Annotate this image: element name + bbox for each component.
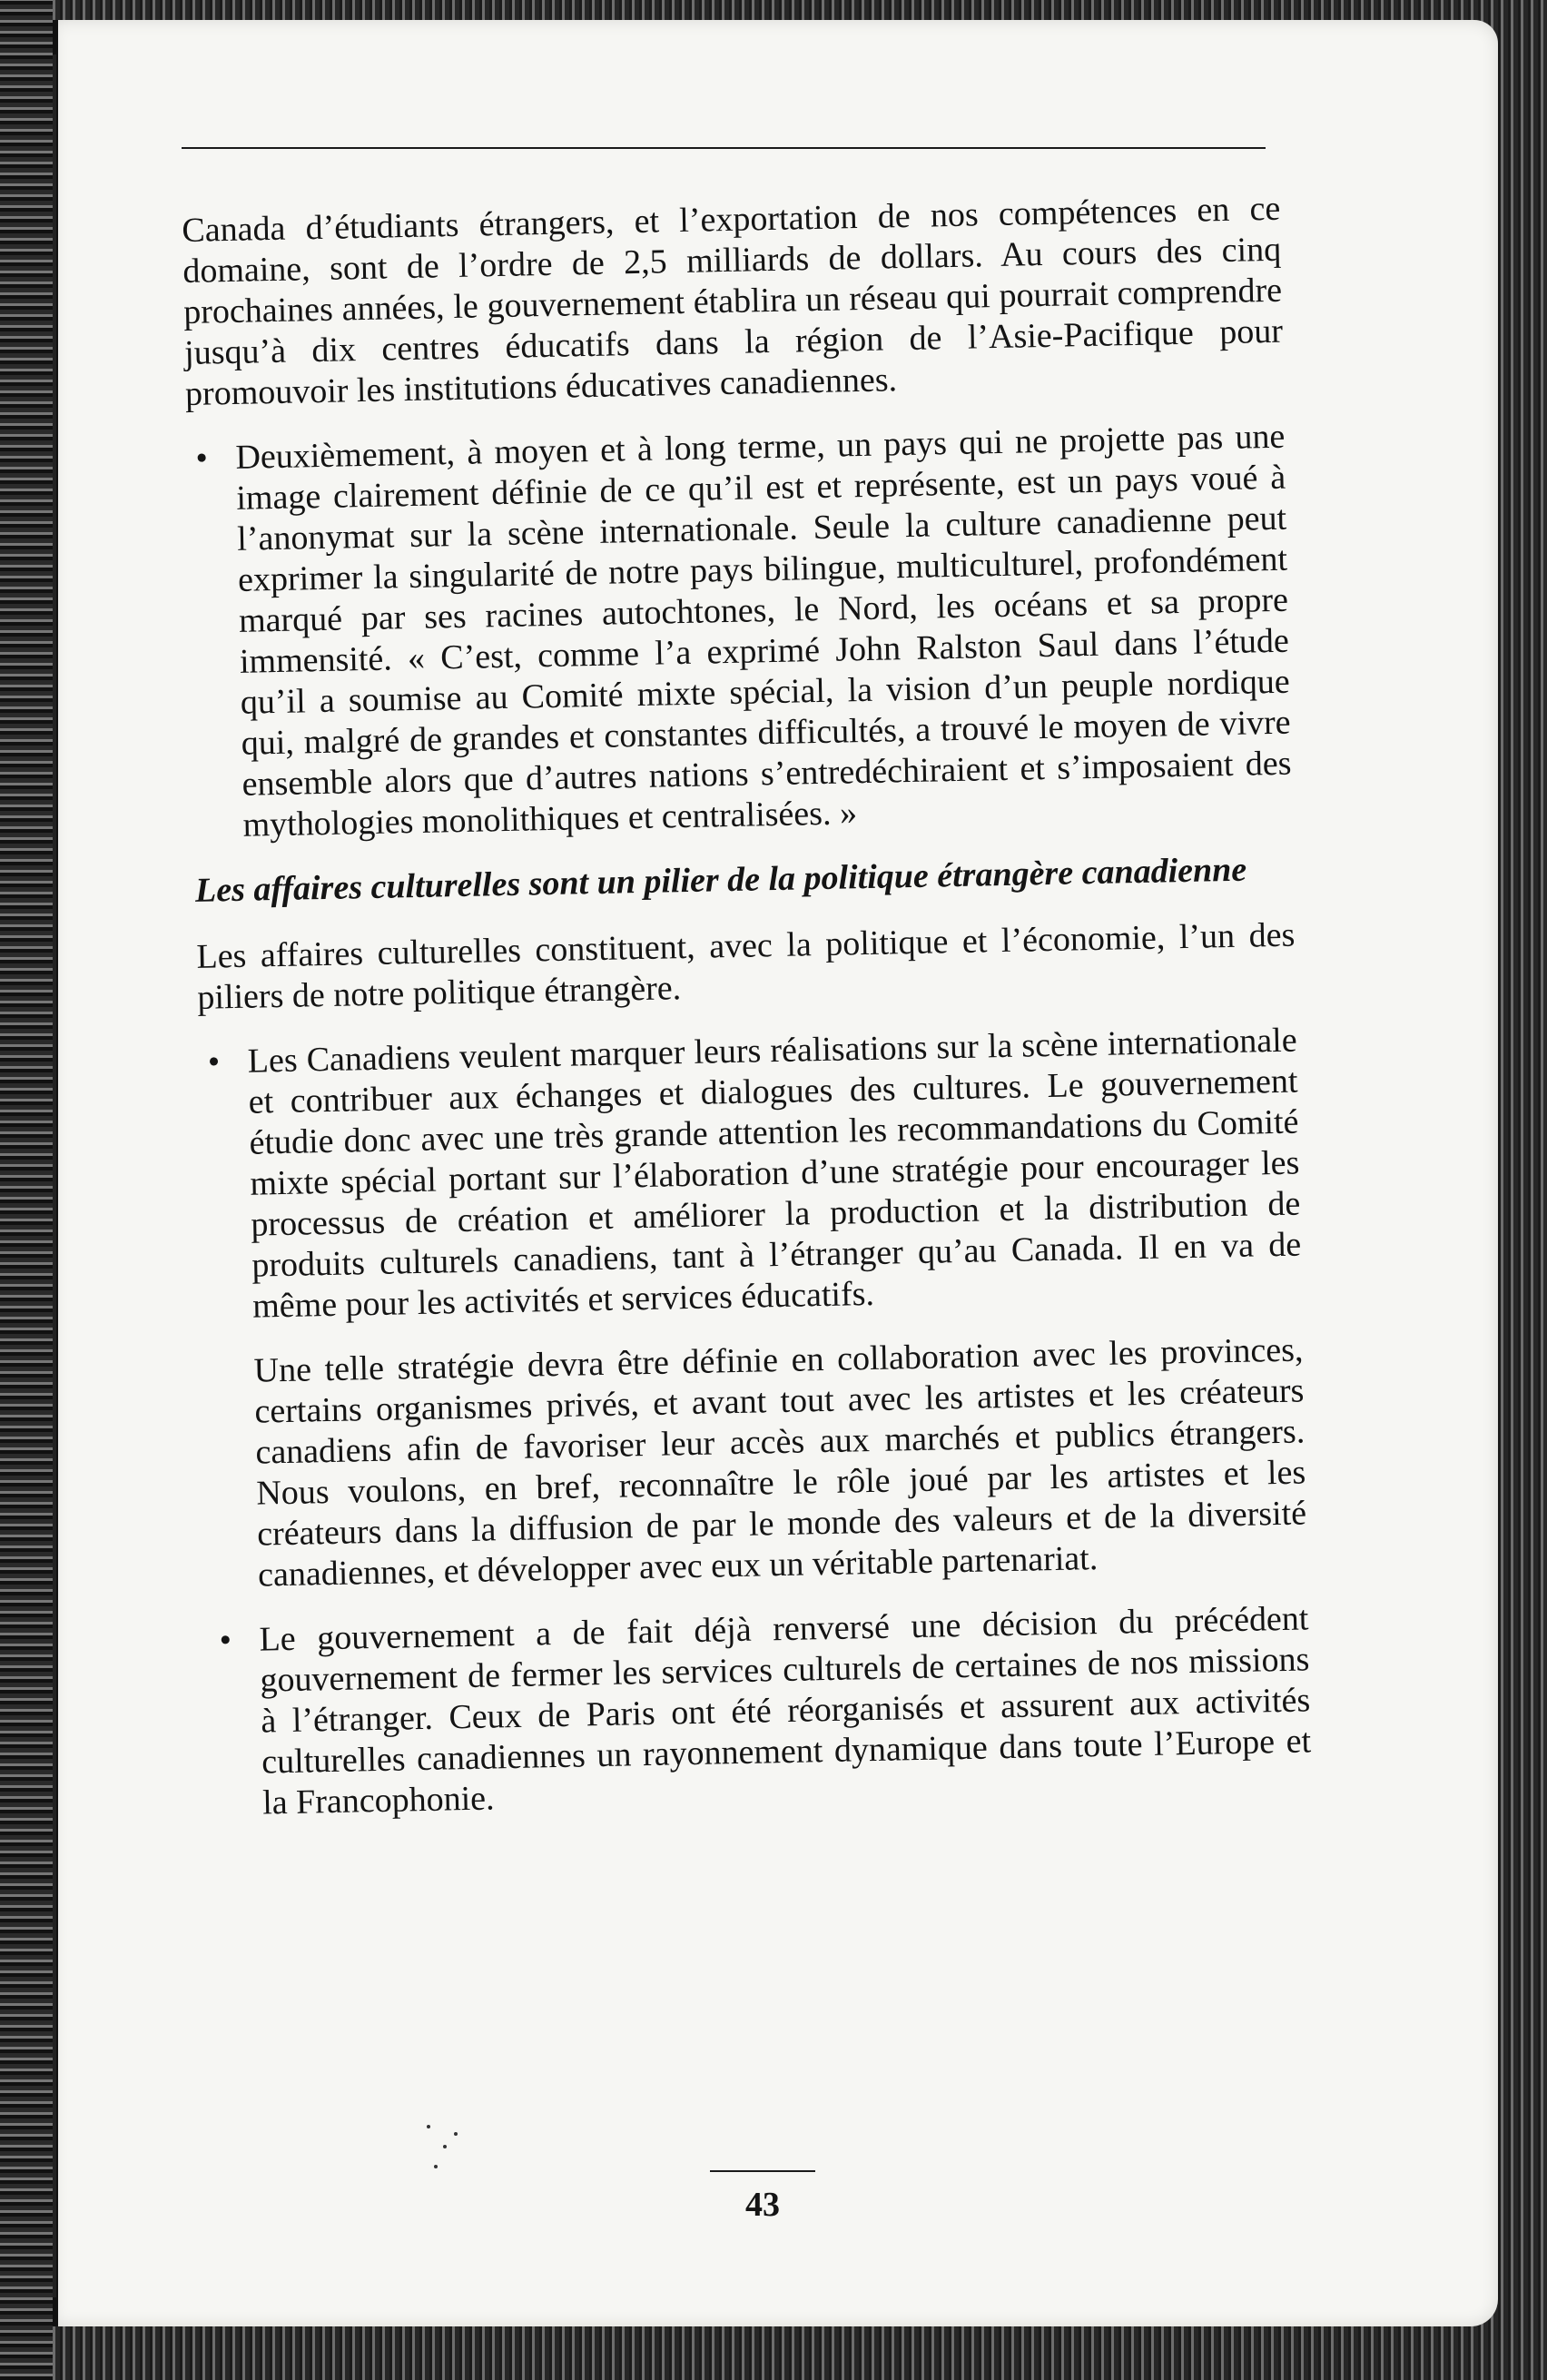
header-rule <box>182 147 1266 149</box>
page-spine-shadow <box>53 54 56 2297</box>
bullet-mark: • <box>195 439 209 478</box>
scan-speck <box>434 2165 438 2168</box>
bullet-text: Les Canadiens veulent marquer leurs réalisations sur la scène internationale et contribuer aux échanges et dialogues des cultures. Le gouvernement étudie donc avec une très grande attention les recommandations du Comité mixte spécial portant sur l’élaboration d’une stratégie pour encourager les processus de création et améliorer la production et la distribution de produits culturels canadiens, tant à l’étranger qu’au Canada. Il en va de même pour les activités et services éducatifs. <box>247 1021 1302 1326</box>
scan-speck <box>454 2132 458 2136</box>
paragraph-continued: Canada d’étudiants étrangers, et l’exportation de nos compétences en ce domaine, sont de l’ordre de 2,5 milliards de dollars. Au cours des cinq prochaines années, le gouvernement établira un réseau qui pourrait comprendre jusqu’à dix centres éducatifs dans la région de l’Asie-Pacifique pour promouvoir les institutions éducatives canadiennes. <box>182 189 1284 413</box>
bullet-text: Deuxièmement, à moyen et à long terme, un pays qui ne projette pas une image clairement définie de ce qu’il est et représente, est un pays voué à l’anonymat sur la scène internationale. Seule la culture canadienne peut exprimer la singularité de notre pays bilingue, multiculturel, profondément marqué par ses racines autochtones, le Nord, les océans et sa propre immensité. « C’est, comme l’a exprimé John Ralston Saul dans l’étude qu’il a soumise au Comité mixte spécial, la vision d’un peuple nordique qui, malgré de grandes et constantes difficultés, a trouvé le moyen de vivre ensemble alors que d’autres nations s’entredéchiraient et s’imposaient des mythologies monolithiques et centralisées. » <box>235 417 1292 844</box>
bullet-item-deuxiemement <box>186 417 1293 847</box>
page-footer <box>710 2170 815 2225</box>
bullet-followup-paragraph: Une telle stratégie devra être définie en collaboration avec les provinces, certains organismes privés, et avant tout avec les artistes et les créateurs canadiens afin de favoriser leur accès aux marchés et publics étrangers. Nous voulons, en bref, reconnaître le rôle joué par les artistes et les créateurs dans la diffusion de par le monde des valeurs et de la diversité canadiennes, et développer avec eux un véritable partenariat. <box>253 1330 1307 1595</box>
section-intro: Les affaires culturelles constituent, avec la politique et l’économie, l’un des piliers de notre politique étrangère. <box>196 915 1296 1017</box>
bullet-item-gouvernement <box>210 1598 1312 1824</box>
bullet-item-canadiens <box>198 1021 1302 1328</box>
section-heading: Les affaires culturelles sont un pilier de la politique étrangère canadienne <box>194 850 1247 910</box>
bullet-mark: • <box>219 1621 232 1660</box>
bullet-text: Le gouvernement a de fait déjà renversé une décision du précédent gouvernement de fermer les services culturels de certaines de nos missions à l’étranger. Ceux de Paris ont été réorganisés et assurent aux activités culturelles canadiennes un rayonnement dynamique dans toute l’Europe et la Francophonie. <box>259 1599 1312 1822</box>
body-text <box>182 189 1313 1849</box>
scan-speck <box>443 2145 447 2148</box>
scan-speck <box>427 2125 430 2128</box>
bullet-mark: • <box>207 1042 221 1081</box>
book-binding-edge <box>0 0 53 2380</box>
footer-rule <box>710 2170 815 2172</box>
page-number: 43 <box>745 2186 780 2224</box>
